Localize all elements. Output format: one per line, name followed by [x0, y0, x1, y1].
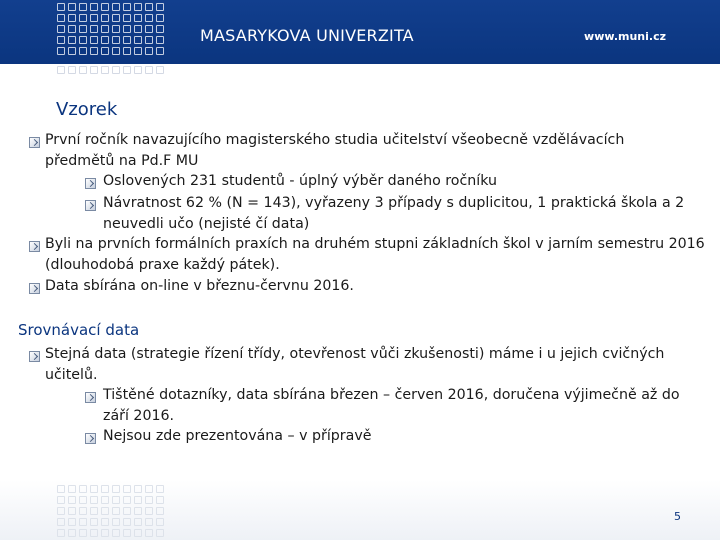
bullet-text: Byli na prvních formálních praxích na druhém stupni základních škol v jarním semestru 2016 (dlouhodobá praxe každý pátek). — [45, 236, 705, 273]
bullet-icon — [85, 392, 96, 403]
comparative-data-heading: Srovnávací data — [18, 321, 140, 339]
bullet-icon — [29, 137, 40, 148]
bullet-icon — [85, 433, 96, 444]
bullet-text: Tištěné dotazníky, data sbírána březen – červen 2016, doručena výjimečně až do září 2016. — [103, 387, 680, 424]
bullet-text: První ročník navazujícího magisterského studia učitelství všeobecně vzdělávacích předmětů na Pd.F MU — [45, 132, 625, 169]
bullet-icon — [29, 283, 40, 294]
bullet-icon — [85, 178, 96, 189]
slide-title: Vzorek — [56, 99, 118, 120]
bullet-text: Nejsou zde prezentována – v přípravě — [103, 428, 372, 444]
footer-logo-grid — [57, 485, 167, 540]
header-bar — [0, 0, 720, 64]
bullet-icon — [29, 351, 40, 362]
bullet-icon — [29, 241, 40, 252]
bullet-text: Oslovených 231 studentů - úplný výběr daného ročníku — [103, 173, 497, 189]
logo-grid-lower — [57, 66, 167, 78]
bullet-text: Data sbírána on-line v březnu-červnu 2016. — [45, 278, 354, 294]
university-url: www.muni.cz — [584, 30, 666, 43]
page-number: 5 — [674, 510, 681, 523]
university-name: MASARYKOVA UNIVERZITA — [200, 26, 414, 45]
bullet-text: Stejná data (strategie řízení třídy, otevřenost vůči zkušenosti) máme i u jejich cvičných učitelů. — [45, 346, 665, 383]
bullet-icon — [85, 200, 96, 211]
bullet-text: Návratnost 62 % (N = 143), vyřazeny 3 případy s duplicitou, 1 praktická škola a 2 neuvedli učo (nejisté čí data) — [103, 195, 685, 232]
